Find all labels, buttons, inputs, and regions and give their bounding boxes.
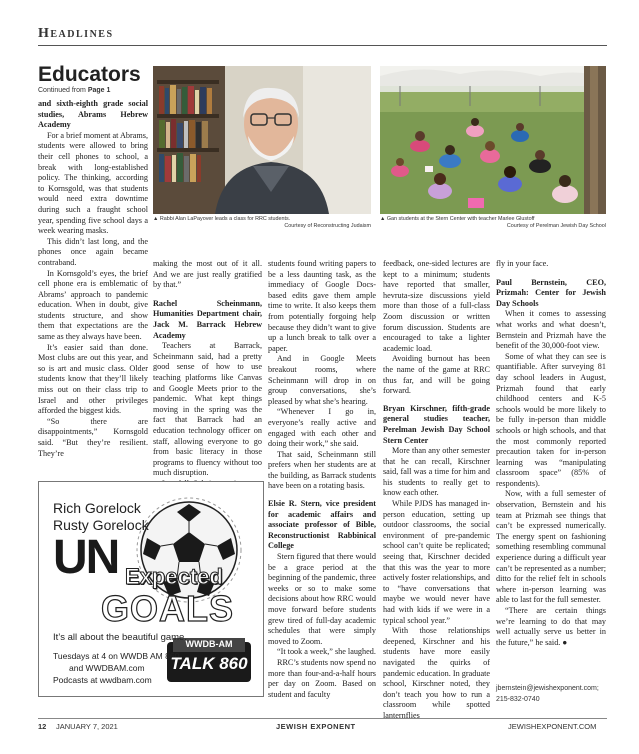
paragraph: Avoiding burnout has been the name of the game at RRC thus far, and will be going forward. <box>383 354 490 396</box>
phone-number: 215-832-0740 <box>496 696 540 703</box>
contact-info <box>496 683 599 705</box>
section-rule <box>38 45 607 46</box>
station-logo-bottom: TALK 860 <box>170 654 248 673</box>
column-4 <box>383 259 490 722</box>
photo-caption: Rabbi Alan LaPayover leads a class for RRC students. <box>159 216 291 222</box>
column-5 <box>496 259 606 648</box>
paragraph: It’s easier said than done. Most clubs are out this year, and so is art and music class. Older students know that they’ll likely miss out on their class trip to Israel and other privileges afforded the biggest kids. <box>38 342 148 416</box>
paragraph: That said, Scheinmann still prefers when her students are at the building, as Barrack students have been on a rotating basis. <box>268 449 376 491</box>
subhead: and sixth-eighth grade social studies, Abrams Hebrew Academy <box>38 99 148 130</box>
photo-gan <box>380 66 606 214</box>
paragraph: With those relationships deepened, Kirschner and his students have more easily navigated the quirks of pandemic education. In graduate school, Kirschner noted, they don’t teach you how to run a classroom while spotted lanternflies <box>383 626 490 720</box>
ad-word-un: UN <box>53 531 119 584</box>
ad-schedule-3: Podcasts at wwdbam.com <box>53 675 152 685</box>
page-number: 12 <box>38 722 47 731</box>
ad-schedule-1: Tuesdays at 4 on WWDB AM 860 <box>53 651 180 661</box>
paragraph: RRC’s students now spend no more than four-and-a-half hours per day on Zoom. Based on student and faculty <box>268 657 376 699</box>
subhead: Bryan Kirschner, fifth-grade general studies teacher, Perelman Jewish Day School Stern Center <box>383 403 490 445</box>
paragraph: For a brief moment at Abrams, students were allowed to bring their cell phones to school, a break with long-established policy. The thinking, according to Kornsgold, was that students would need extra downtime during such a fraught school year, spending five school days a week wearing masks. <box>38 130 148 236</box>
website-link[interactable]: JEWISHEXPONENT.COM <box>508 722 597 731</box>
ad-word-goals: GOALS <box>101 588 235 629</box>
section-header: Headlines <box>38 26 114 41</box>
ad-word-expected: Expected <box>125 564 223 589</box>
continued-line <box>38 87 110 94</box>
footer-rule <box>38 718 607 719</box>
paragraph: When it comes to assessing what works and what doesn’t, Bernstein and Prizmah have the benefit of the 30,000-foot view. <box>496 309 606 351</box>
host-name-2: Rusty Gorelock <box>53 517 149 533</box>
photo-rabbi <box>153 66 371 214</box>
photo-gan-caption <box>380 216 606 230</box>
caption-marker-icon: ▲ <box>153 216 160 222</box>
continued-prefix: Continued from <box>38 87 88 94</box>
photo-caption: Gan students at the Stern Center with teacher Marlee Glustoff <box>386 216 535 222</box>
publication-name: JEWISH EXPONENT <box>276 722 356 731</box>
column-3 <box>268 259 376 700</box>
radio-show-ad[interactable] <box>38 481 264 697</box>
column-1 <box>38 99 148 459</box>
paragraph: “There are certain things we’re learning to do that may well actually serve us better in the future,” he said. ● <box>496 606 606 647</box>
station-logo-top: WWDB-AM <box>185 639 233 649</box>
ad-schedule-2: and WWDBAM.com <box>69 663 145 673</box>
photo-rabbi-caption <box>153 216 371 230</box>
paragraph: Some of what they can see is quantifiable. After surveying 81 day school leaders in August, Prizmah found that early childhood centers and K-5 schools would be more likely to be fully in-person than middle schools or high schools, and that the most commonly reported precaution taken for in-person learning was “manipulating classroom space” (85% of respondents). <box>496 351 606 488</box>
paragraph: Teachers at Barrack, Scheinmann said, had a pretty good sense of how to use teaching platforms like Canvas and Google Meets prior to the pandemic. What kept things moving in the spring was the fact that Barrack had an education technology officer on staff, allowing everyone to go from basic literacy in those programs to fluency without too much disruption. <box>153 341 262 478</box>
photo-credit: Courtesy of Perelman Jewish Day School <box>506 223 606 229</box>
subhead: Paul Bernstein, CEO, Prizmah: Center for Jewish Day Schools <box>496 277 606 308</box>
caption-marker-icon: ▲ <box>380 216 387 222</box>
paragraph: And in Google Meets breakout rooms, where Scheinmann will drop in on group conversations, she’s pleased by what she’s hearing. <box>268 354 376 406</box>
paragraph: This didn’t last long, and the phones once again became contraband. <box>38 236 148 267</box>
photo-credit: Courtesy of Reconstructing Judaism <box>284 223 371 229</box>
paragraph: Now, with a full semester of observation, Bernstein and his team at Prizmah see things that can’t be expressed numerically. The energy spent on fashioning something resembling communal experience during a difficult year can’t be represented as a number; ditto for the relief felt in schools where in-person learning was able to last for the full semester. <box>496 489 606 605</box>
subhead: Elsie R. Stern, vice president for academic affairs and associate professor of Bible, Reconstructionist Rabbinical College <box>268 499 376 551</box>
paragraph: feedback, one-sided lectures are kept to a minimum; students have reported that smaller, hevruta-size discussions yield more than those of a full-class Zoom discussion or written forum discussion. Students are encouraged to take a lighter academic load. <box>383 259 490 353</box>
continued-page: Page 1 <box>87 87 111 94</box>
paragraph: “So there are disappointments,” Kornsgold said. “But they’re resilient. They’re <box>38 416 148 458</box>
subhead: Rachel Scheinmann, Humanities Department chair, Jack M. Barrack Hebrew Academy <box>153 298 262 340</box>
paragraph: making the most out of it all. And we are just really gratified by that.” <box>153 259 262 290</box>
paragraph: “It took a week,” she laughed. <box>277 647 376 657</box>
paragraph: Stern figured that there would be a grace period at the beginning of the pandemic, three weeks or so to make some decisions about how RRC would move forward before students grew tired of full-day academic schedules that were simply moved to Zoom. <box>268 552 376 646</box>
paragraph: In Kornsgold’s eyes, the brief cell phone era is emblematic of Abrams’ approach to pandemic education. When in doubt, give students structure, and show them that expectations are the same as they always have been. <box>38 268 148 342</box>
column-2 <box>153 259 262 489</box>
paragraph: students found writing papers to be a less daunting task, as the immediacy of Google Docs-based edits gave them ample time to write. It also keeps them from potentially forgoing help because they didn’t want to give up a lunch break to talk over a paper. <box>268 259 376 353</box>
paragraph: “Whenever I go in, everyone’s really active and engaged with each other and doing their work,” she said. <box>268 407 376 449</box>
article-title: Educators <box>38 63 141 86</box>
issue-date: JANUARY 7, 2021 <box>56 722 118 731</box>
paragraph: While PJDS has managed in-person education, setting up outdoor classrooms, the social environment of pre-pandemic school can’t quite be replicated; seeing that, Kirschner decided that this was the year to more actively foster relationships, and to “have conversations that maybe we would never have had with kids if we were in a typical school year.” <box>383 499 490 625</box>
email-link[interactable]: jbernstein@jewishexponent.com; <box>496 685 599 692</box>
ad-tagline: It’s all about the beautiful game. <box>53 632 187 643</box>
host-name-1: Rich Gorelock <box>53 500 141 516</box>
paragraph: More than any other semester that he can recall, Kirschner said, fall was a time for him and his students to really get to know each other. <box>383 446 490 498</box>
paragraph: fly in your face. <box>496 259 549 268</box>
